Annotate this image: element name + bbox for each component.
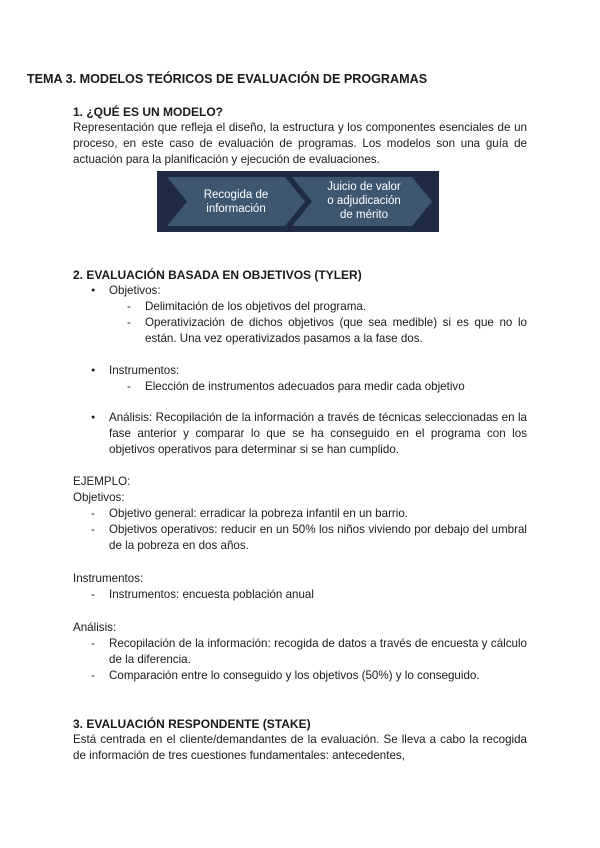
step-2-line-3: de mérito: [340, 209, 388, 221]
list-item: - Operativización de dichos objetivos (que sea medible) si es que no lo están. Una vez operativizados pasamos a la fase dos.: [73, 315, 527, 347]
analisis-block: [73, 410, 527, 458]
objetivos-sublist: [73, 299, 527, 347]
section-3: [73, 716, 527, 764]
ejemplo-block: [73, 474, 527, 554]
step-2-line-2: o adjudicación: [327, 195, 401, 207]
ejemplo-analisis-label: Análisis:: [73, 621, 117, 634]
ejemplo-analisis-block: [73, 620, 527, 684]
step-1-line-1: Recogida de: [203, 189, 269, 201]
bullet-instrumentos: [73, 363, 527, 379]
section-1-heading: 1. ¿QUÉ ES UN MODELO?: [73, 105, 224, 119]
section-3-text: Está centrada en el cliente/demandantes de la evaluación. Se lleva a cabo la recogida de información de tres cuestiones fundamentales: antecedentes,: [73, 733, 527, 762]
tyler-bullet-list: [73, 363, 527, 379]
ejemplo-label: EJEMPLO:: [73, 475, 131, 488]
tyler-bullet-list: [73, 410, 527, 458]
section-3-heading: 3. EVALUACIÓN RESPONDENTE (STAKE): [73, 717, 311, 731]
instrumentos-sublist: [73, 379, 527, 395]
ejemplo-instrumentos-list: [73, 587, 527, 603]
list-item: - Elección de instrumentos adecuados para medir cada objetivo: [73, 379, 527, 395]
list-item: - Objetivos operativos: reducir en un 50% los niños viviendo por debajo del umbral de la pobreza en dos años.: [73, 522, 527, 554]
process-diagram-svg: [157, 171, 439, 232]
page-title: TEMA 3. MODELOS TEÓRICOS DE EVALUACIÓN DE PROGRAMAS: [26, 72, 428, 86]
instrumentos-block: [73, 363, 527, 395]
step-1-line-2: información: [206, 203, 266, 215]
process-diagram: [157, 171, 439, 232]
section-2-heading: 2. EVALUACIÓN BASADA EN OBJETIVOS (TYLER): [73, 268, 362, 282]
step-2-line-1: Juicio de valor: [327, 181, 401, 193]
bullet-objetivos: [73, 283, 527, 299]
list-item: - Comparación entre lo conseguido y los objetivos (50%) y lo conseguido.: [73, 668, 527, 684]
list-item: - Objetivo general: erradicar la pobreza infantil en un barrio.: [73, 506, 527, 522]
section-2: [73, 267, 527, 347]
bullet-analisis: ● Análisis: Recopilación de la información a través de técnicas seleccionadas en la fase anterior y comparar lo que se ha conseguido en el programa con los objetivos operativos para determinar si se han cumplido.: [73, 410, 527, 458]
bullet-instrumentos-label: Instrumentos:: [109, 364, 180, 377]
list-item: - Delimitación de los objetivos del programa.: [73, 299, 527, 315]
tyler-bullet-list: [73, 283, 527, 299]
list-item: - Instrumentos: encuesta población anual: [73, 587, 527, 603]
list-item: - Recopilación de la información: recogida de datos a través de encuesta y cálculo de la diferencia.: [73, 636, 527, 668]
ejemplo-instrumentos-label: Instrumentos:: [73, 572, 144, 585]
ejemplo-analisis-list: [73, 636, 527, 684]
bullet-objetivos-label: Objetivos:: [109, 284, 161, 297]
chevron-step-1: [167, 177, 305, 226]
section-1: [73, 104, 527, 168]
ejemplo-objetivos-label: Objetivos:: [73, 491, 125, 504]
ejemplo-instrumentos-block: [73, 571, 527, 603]
ejemplo-objetivos-list: [73, 506, 527, 554]
section-1-text: Representación que refleja el diseño, la estructura y los componentes esenciales de un proceso, en este caso de evaluación de programas. Los modelos son una guía de actuación para la planificación y ejecución de evaluaciones.: [73, 121, 527, 166]
